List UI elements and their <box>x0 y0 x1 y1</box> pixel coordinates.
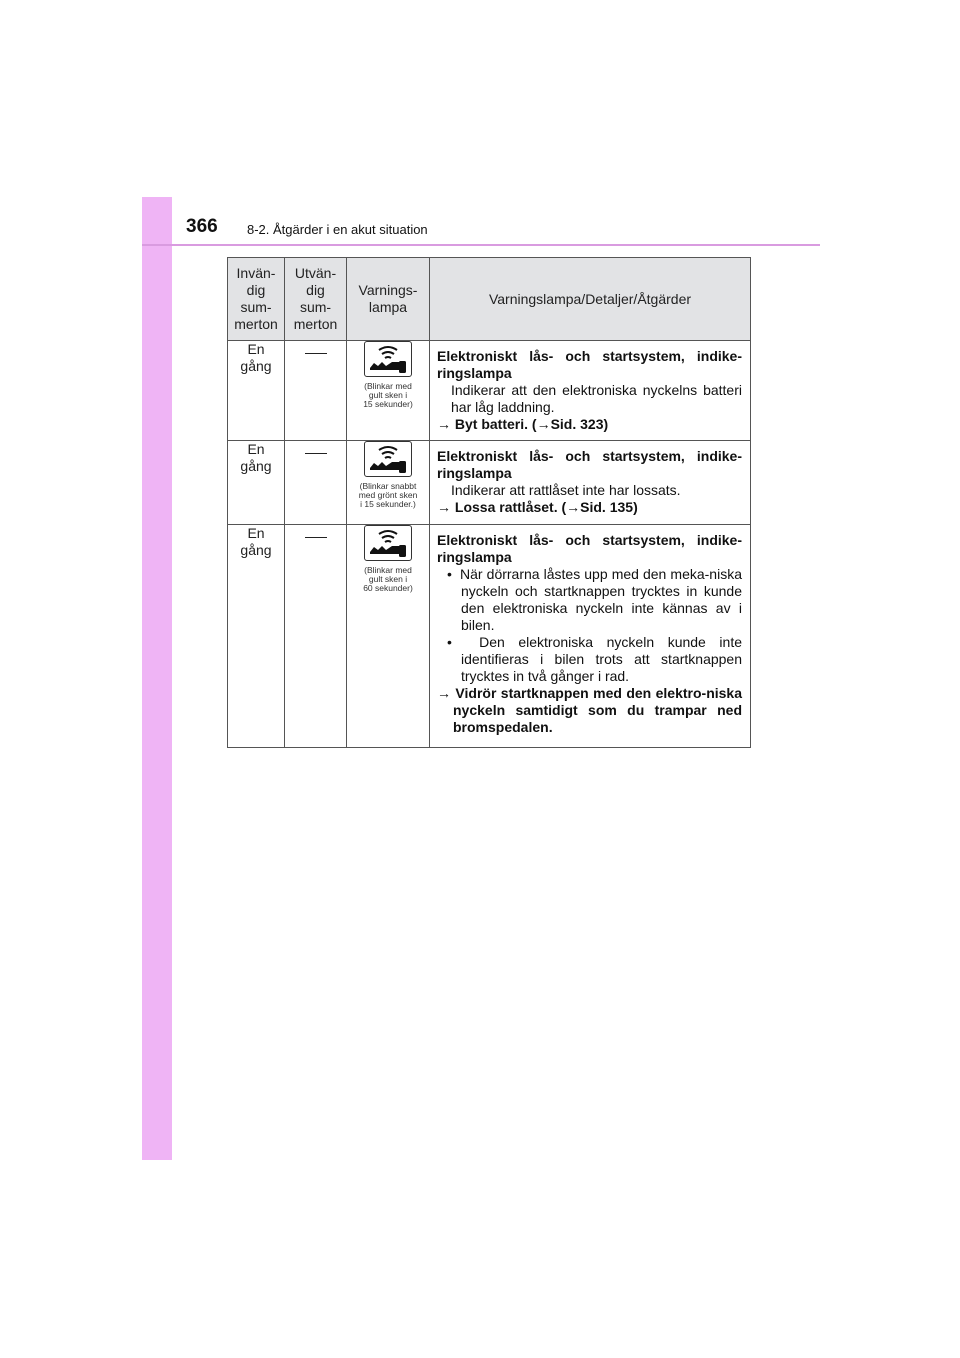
exterior-buzzer-cell <box>285 341 347 441</box>
smart-key-warning-icon <box>364 525 412 561</box>
warning-table <box>227 257 751 748</box>
interior-buzzer-cell: En gång <box>228 341 285 441</box>
details-cell <box>430 341 751 441</box>
table-row <box>228 525 751 748</box>
action-line: → Byt batteri. (→Sid. 323) <box>437 416 609 432</box>
table-header-row <box>228 258 751 341</box>
warning-lamp-cell <box>347 341 430 441</box>
chapter-sidebar <box>142 197 172 1160</box>
lamp-note: (Blinkar med gult sken i 15 sekunder) <box>363 381 413 409</box>
header-details: Varningslampa/Detaljer/Åtgärder <box>430 258 751 341</box>
exterior-buzzer-cell <box>285 525 347 748</box>
details-cell <box>430 441 751 525</box>
exterior-buzzer-cell <box>285 441 347 525</box>
smart-key-warning-icon <box>364 341 412 377</box>
action-line: → Lossa rattlåset. (→Sid. 135) <box>437 499 638 515</box>
page-number: 366 <box>186 216 218 237</box>
lamp-title: Elektroniskt lås- och startsystem, indike-ringslampa <box>437 532 742 565</box>
header-warning-lamp: Varnings- lampa <box>347 258 430 341</box>
bullet-item: • När dörrarna låstes upp med den meka-niska nyckeln och startknappen trycktes in kunde den elektroniska nyckeln inte kännas av i bilen. <box>447 566 742 633</box>
interior-buzzer-cell: En gång <box>228 441 285 525</box>
section-title: 8-2. Åtgärder i en akut situation <box>247 222 428 237</box>
lamp-title: Elektroniskt lås- och startsystem, indike-ringslampa <box>437 348 742 381</box>
details-cell <box>430 525 751 748</box>
dash-mark <box>305 353 327 354</box>
table-row <box>228 441 751 525</box>
header-interior-buzzer: Invän- dig sum- merton <box>228 258 285 341</box>
header-exterior-buzzer: Utvän- dig sum- merton <box>285 258 347 341</box>
lamp-title: Elektroniskt lås- och startsystem, indike-ringslampa <box>437 448 742 481</box>
warning-lamp-cell <box>347 525 430 748</box>
detail-text: Indikerar att rattlåset inte har lossats. <box>451 482 681 498</box>
detail-text: Indikerar att den elektroniska nyckelns batteri har låg laddning. <box>451 382 742 415</box>
lamp-note: (Blinkar snabbt med grönt sken i 15 sekunder.) <box>358 481 418 509</box>
bullet-item: • Den elektroniska nyckeln kunde inte identifieras i bilen trots att startknappen trycktes in två gånger i rad. <box>447 634 742 684</box>
header-rule <box>142 244 820 246</box>
dash-mark <box>305 453 327 454</box>
table-row <box>228 341 751 441</box>
action-line: → Vidrör startknappen med den elektro-niska nyckeln samtidigt som du trampar ned bromspedalen. <box>437 685 743 735</box>
smart-key-warning-icon <box>364 441 412 477</box>
warning-lamp-cell <box>347 441 430 525</box>
interior-buzzer-cell: En gång <box>228 525 285 748</box>
lamp-note: (Blinkar med gult sken i 60 sekunder) <box>363 565 413 593</box>
dash-mark <box>305 537 327 538</box>
